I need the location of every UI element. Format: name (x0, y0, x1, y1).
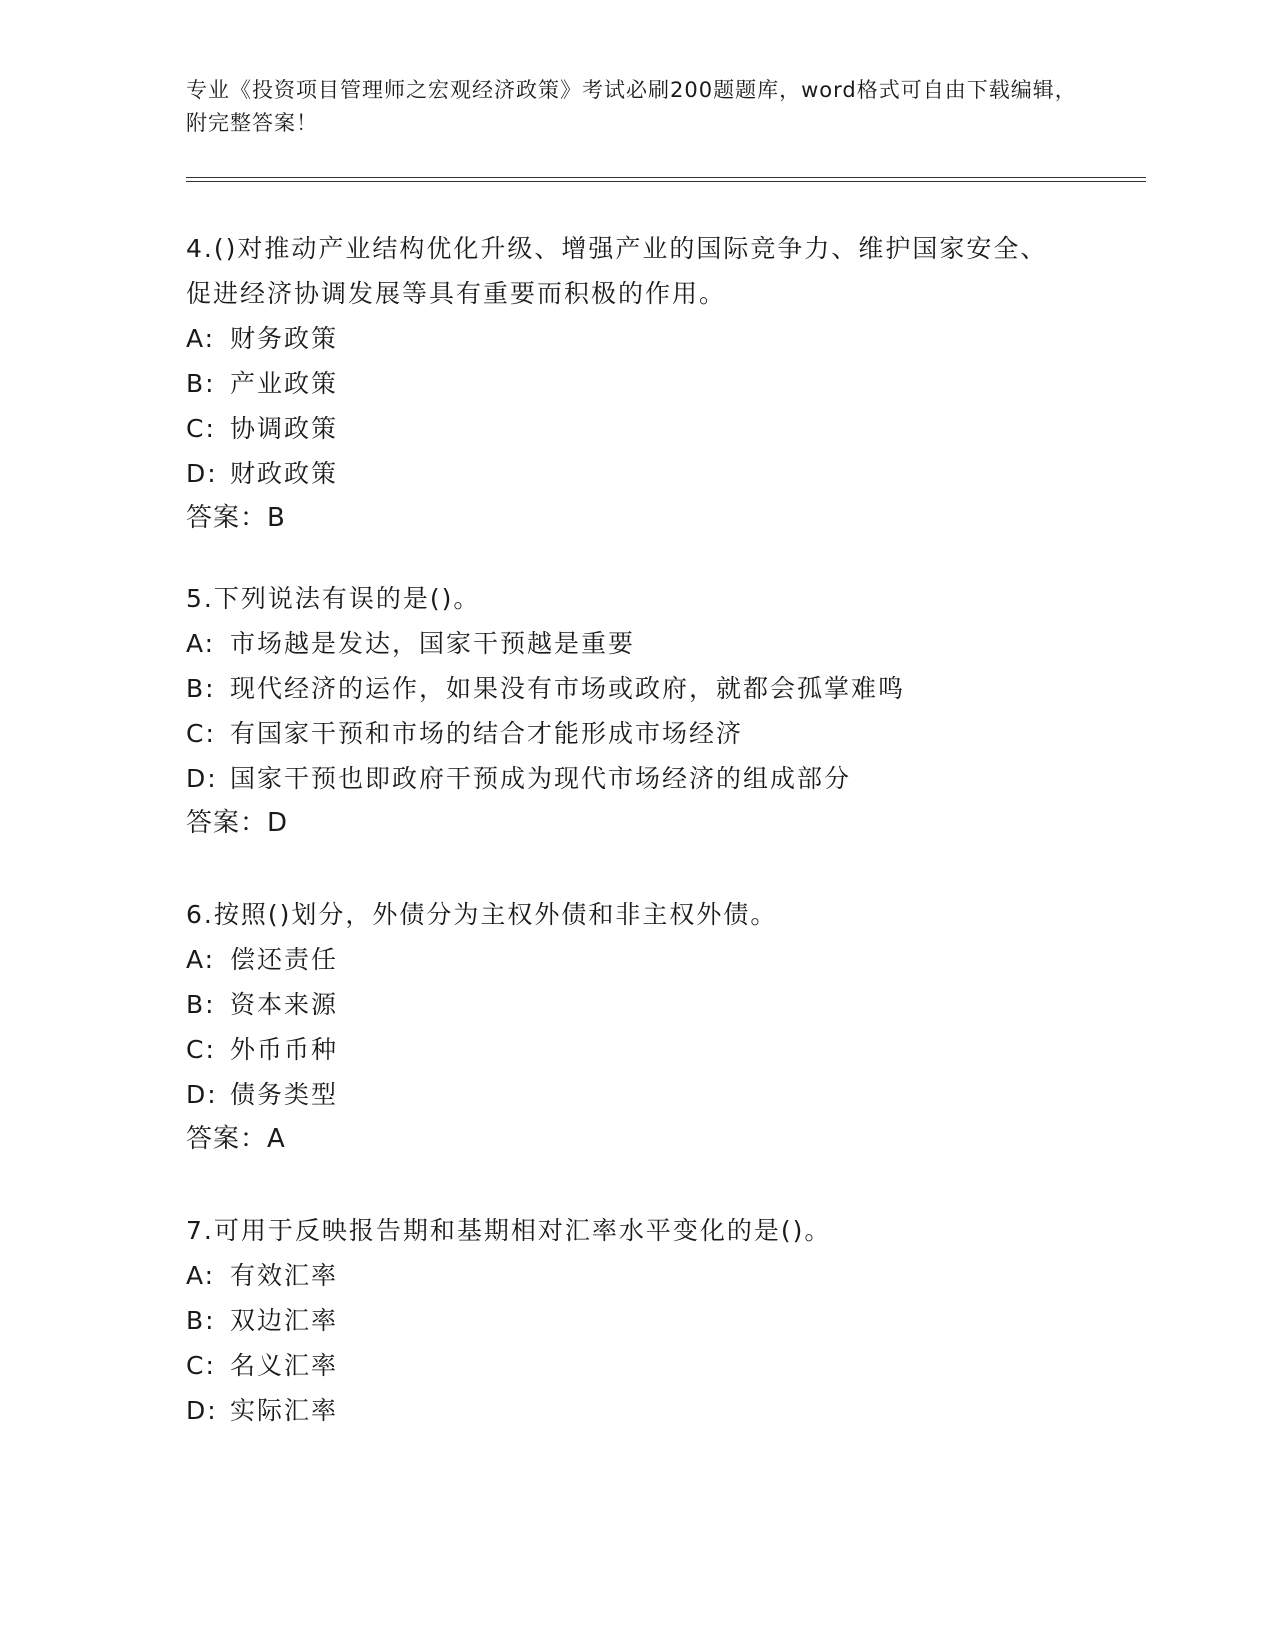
option-text: 市场越是发达，国家干预越是重要 (230, 629, 636, 658)
option-text: 外币币种 (230, 1035, 339, 1064)
option-text: 实际汇率 (230, 1396, 339, 1425)
option-letter: C: (186, 719, 216, 748)
option-text: 双边汇率 (230, 1306, 339, 1335)
option-c (186, 711, 1066, 756)
option-text: 名义汇率 (230, 1351, 339, 1380)
option-letter: B: (186, 990, 216, 1019)
option-text: 现代经济的运作，如果没有市场或政府，就都会孤掌难鸣 (230, 674, 906, 703)
option-letter: C: (186, 414, 216, 443)
question-4 (186, 226, 1066, 541)
option-text: 财政政策 (230, 459, 339, 488)
option-letter: A: (186, 945, 216, 974)
option-c (186, 406, 1066, 451)
option-text: 债务类型 (230, 1080, 339, 1109)
option-letter: D: (186, 459, 218, 488)
option-text: 国家干预也即政府干预成为现代市场经济的组成部分 (230, 764, 852, 793)
option-c (186, 1343, 1066, 1388)
question-stem: 7.可用于反映报告期和基期相对汇率水平变化的是()。 (186, 1216, 832, 1245)
option-c (186, 1027, 1066, 1072)
option-a (186, 316, 1066, 361)
option-a (186, 937, 1066, 982)
answer-line: 答案：D (186, 808, 289, 838)
option-letter: A: (186, 629, 216, 658)
option-text: 产业政策 (230, 369, 339, 398)
option-letter: D: (186, 1080, 218, 1109)
option-letter: C: (186, 1035, 216, 1064)
option-d (186, 756, 1066, 801)
option-letter: A: (186, 324, 216, 353)
option-text: 财务政策 (230, 324, 339, 353)
question-6 (186, 892, 1066, 1162)
question-5 (186, 576, 1066, 846)
question-stem: 5.下列说法有误的是()。 (186, 584, 481, 613)
option-letter: B: (186, 1306, 216, 1335)
question-stem: 4.()对推动产业结构优化升级、增强产业的国际竞争力、维护国家安全、促进经济协调发展等具有重要而积极的作用。 (186, 234, 1048, 308)
option-letter: D: (186, 764, 218, 793)
option-b (186, 1298, 1066, 1343)
option-a (186, 621, 1066, 666)
option-text: 资本来源 (230, 990, 339, 1019)
option-letter: B: (186, 674, 216, 703)
answer-line: 答案：A (186, 1124, 286, 1154)
option-d (186, 451, 1066, 496)
option-text: 有国家干预和市场的结合才能形成市场经济 (230, 719, 744, 748)
option-text: 有效汇率 (230, 1261, 339, 1290)
question-7 (186, 1208, 1066, 1433)
option-d (186, 1388, 1066, 1433)
option-letter: C: (186, 1351, 216, 1380)
option-text: 偿还责任 (230, 945, 339, 974)
header-double-rule (186, 177, 1146, 182)
option-d (186, 1072, 1066, 1117)
question-stem: 6.按照()划分，外债分为主权外债和非主权外债。 (186, 900, 778, 929)
option-b (186, 666, 1066, 711)
option-letter: A: (186, 1261, 216, 1290)
option-letter: D: (186, 1396, 218, 1425)
option-letter: B: (186, 369, 216, 398)
option-b (186, 361, 1066, 406)
answer-line: 答案：B (186, 503, 286, 533)
option-b (186, 982, 1066, 1027)
document-header-title: 专业《投资项目管理师之宏观经济政策》考试必刷200题题库，word格式可自由下载编辑，附完整答案！ (186, 78, 1077, 135)
option-text: 协调政策 (230, 414, 339, 443)
option-a (186, 1253, 1066, 1298)
